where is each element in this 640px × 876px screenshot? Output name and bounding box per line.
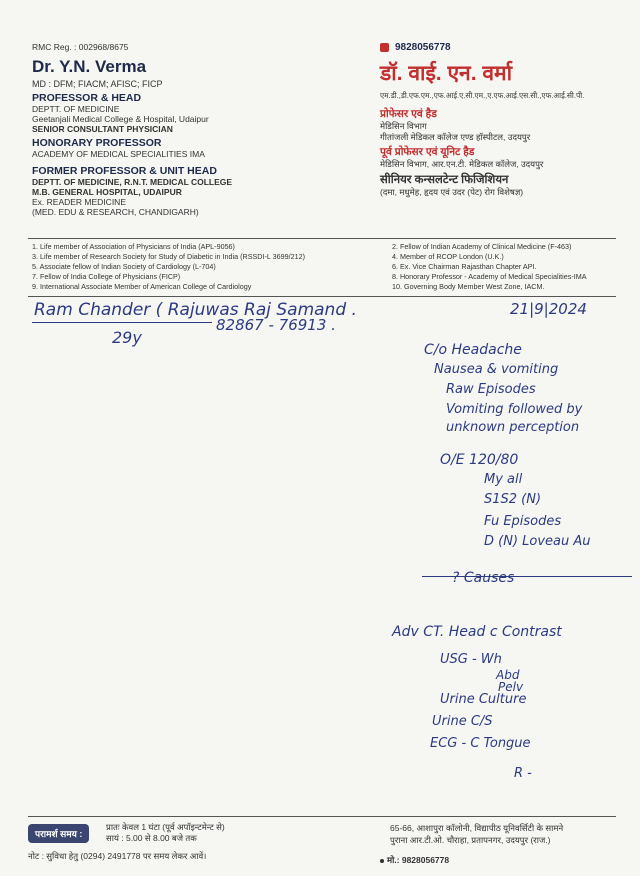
designation-hi-line: प्रोफेसर एवं हैड: [380, 108, 437, 120]
membership-line: 1. Life member of Association of Physicians of India (APL-9056): [32, 242, 235, 251]
designation-hi-line: मेडिसिन विभाग, आर.एन.टी. मेडिकल कॉलेज, उदयपुर: [380, 159, 544, 169]
doctor-name-hindi: डॉ. वाई. एन. वर्मा: [380, 62, 513, 85]
consultation-times: [106, 822, 225, 844]
time-morning: प्रातः केवल 1 घंटा (पूर्व अपॉइन्टमेन्ट से): [106, 822, 225, 832]
handwritten-note: 21|9|2024: [510, 300, 587, 318]
handwritten-note: Urine C/S: [432, 714, 493, 729]
handwritten-note: Raw Episodes: [446, 382, 536, 397]
handwritten-note: Vomiting followed by: [446, 402, 583, 417]
handwritten-note: Abd: [496, 668, 520, 682]
designation-en-line: Geetanjali Medical College & Hospital, Udaipur: [32, 114, 209, 124]
header-divider: [28, 238, 616, 239]
doctor-info-english: [32, 42, 352, 217]
handwritten-note: C/o Headache: [424, 342, 522, 358]
designation-hi-line: (दमा, मधुमेह, हृदय एवं उदर (पेट) रोग विशेषज्ञ): [380, 187, 524, 197]
footer-divider: [28, 816, 616, 817]
membership-line: 5. Associate fellow of Indian Society of Cardiology (L-704): [32, 262, 216, 271]
designations-english: [32, 92, 352, 217]
qualifications-english: MD : DFM; FIACM; AFISC; FICP: [32, 79, 163, 89]
handwritten-note: Pelv: [498, 680, 524, 694]
designation-en-line: Ex. READER MEDICINE: [32, 197, 126, 207]
handwritten-note: D (N) Loveau Au: [484, 534, 591, 549]
designation-en-line: DEPTT. OF MEDICINE, R.N.T. MEDICAL COLLEGE: [32, 177, 233, 187]
bullet-icon: [380, 859, 384, 863]
membership-line: 6. Ex. Vice Chairman Rajasthan Chapter API.: [392, 262, 537, 271]
membership-line: 9. International Associate Member of American College of Cardiology: [32, 282, 252, 291]
membership-line: 10. Governing Body Member West Zone, IACM.: [392, 282, 545, 291]
handwritten-note: Ram Chander ( Rajuwas Raj Samand .: [34, 300, 357, 320]
handwritten-note: Fu Episodes: [484, 514, 562, 529]
handwritten-note: 29y: [112, 328, 142, 347]
designation-hi-line: मेडिसिन विभाग: [380, 121, 427, 131]
designation-en-line: HONORARY PROFESSOR: [32, 137, 162, 149]
appointment-note: नोट : सुविधा हेतु (0294) 2491778 पर समय लेकर आवें।: [28, 851, 207, 861]
footer-mobile: [380, 855, 449, 866]
footer-mobile-text: मो.: 9828056778: [387, 855, 450, 865]
membership-line: 7. Fellow of India College of Physicians (FICP): [32, 272, 181, 281]
handwritten-note: O/E 120/80: [440, 452, 519, 468]
designation-en-line: (MED. EDU & RESEARCH, CHANDIGARH): [32, 207, 199, 217]
address-line-2: पुराना आर.टी.ओ. चौराहा, प्रतापनगर, उदयपुर (राज.): [390, 835, 551, 845]
registration-number: RMC Reg. : 002968/8675: [32, 42, 129, 52]
handwritten-note: unknown perception: [446, 420, 580, 435]
membership-line: 8. Honorary Professor - Academy of Medical Specialities-IMA: [392, 272, 587, 281]
doctor-info-hindi: [380, 42, 630, 198]
handwritten-note: R -: [514, 766, 532, 781]
designation-hi-line: गीतांजली मेडिकल कॉलेज एण्ड हॉस्पीटल, उदयपुर: [380, 132, 531, 142]
handwritten-note: ECG - C Tongue: [430, 736, 531, 751]
membership-line: 2. Fellow of Indian Academy of Clinical Medicine (F-463): [392, 242, 572, 251]
handwritten-note: ? Causes: [452, 570, 515, 586]
designation-en-line: PROFESSOR & HEAD: [32, 92, 142, 104]
time-evening: सायं : 5.00 से 8.00 बजे तक: [106, 833, 197, 843]
designation-en-line: SENIOR CONSULTANT PHYSICIAN: [32, 124, 173, 134]
membership-line: 4. Member of RCOP London (U.K.): [392, 252, 504, 261]
designation-hi-line: सीनियर कन्सलटेन्ट फिजिशियन: [380, 174, 509, 186]
designation-en-line: ACADEMY OF MEDICAL SPECIALITIES IMA: [32, 149, 205, 159]
phone-row: [380, 42, 630, 53]
designation-en-line: M.B. GENERAL HOSPITAL, UDAIPUR: [32, 187, 182, 197]
consultation-time-badge: परामर्श समय :: [28, 824, 89, 843]
handwritten-note: 82867 - 76913 .: [216, 316, 336, 334]
handwritten-note: Adv CT. Head c Contrast: [392, 624, 562, 640]
phone-icon: [380, 43, 389, 52]
patient-underline: [32, 322, 212, 323]
designation-hi-line: पूर्व प्रोफेसर एवं यूनिट हैड: [380, 146, 475, 158]
phone-number: 9828056778: [395, 42, 451, 53]
handwritten-note: My all: [484, 472, 523, 487]
membership-divider: [28, 296, 616, 297]
memberships-right: [392, 242, 632, 292]
doctor-name-english: Dr. Y.N. Verma: [32, 57, 147, 76]
clinic-address: [390, 822, 630, 846]
handwritten-note: Nausea & vomiting: [434, 362, 559, 377]
address-line-1: 65-66, आशापुरा कॉलोनी, विद्यापीठ यूनिवर्सिटी के सामने: [390, 823, 564, 833]
handwritten-note: USG - Wh: [440, 652, 502, 667]
qualifications-hindi: एम.डी.,डी.एफ.एम.,एफ.आई.ए.सी.एम.,ए.एफ.आई.एस.सी.,एफ.आई.सी.पी.: [380, 91, 585, 100]
designations-hindi: [380, 107, 630, 198]
memberships-left: [32, 242, 382, 292]
designation-en-line: FORMER PROFESSOR & UNIT HEAD: [32, 165, 217, 177]
handwritten-note: Urine Culture: [440, 692, 527, 707]
designation-en-line: DEPTT. OF MEDICINE: [32, 104, 120, 114]
handwritten-note: S1S2 (N): [484, 492, 542, 507]
membership-line: 3. Life member of Research Society for Study of Diabetic in India (RSSDI-L 3699/212): [32, 252, 305, 261]
